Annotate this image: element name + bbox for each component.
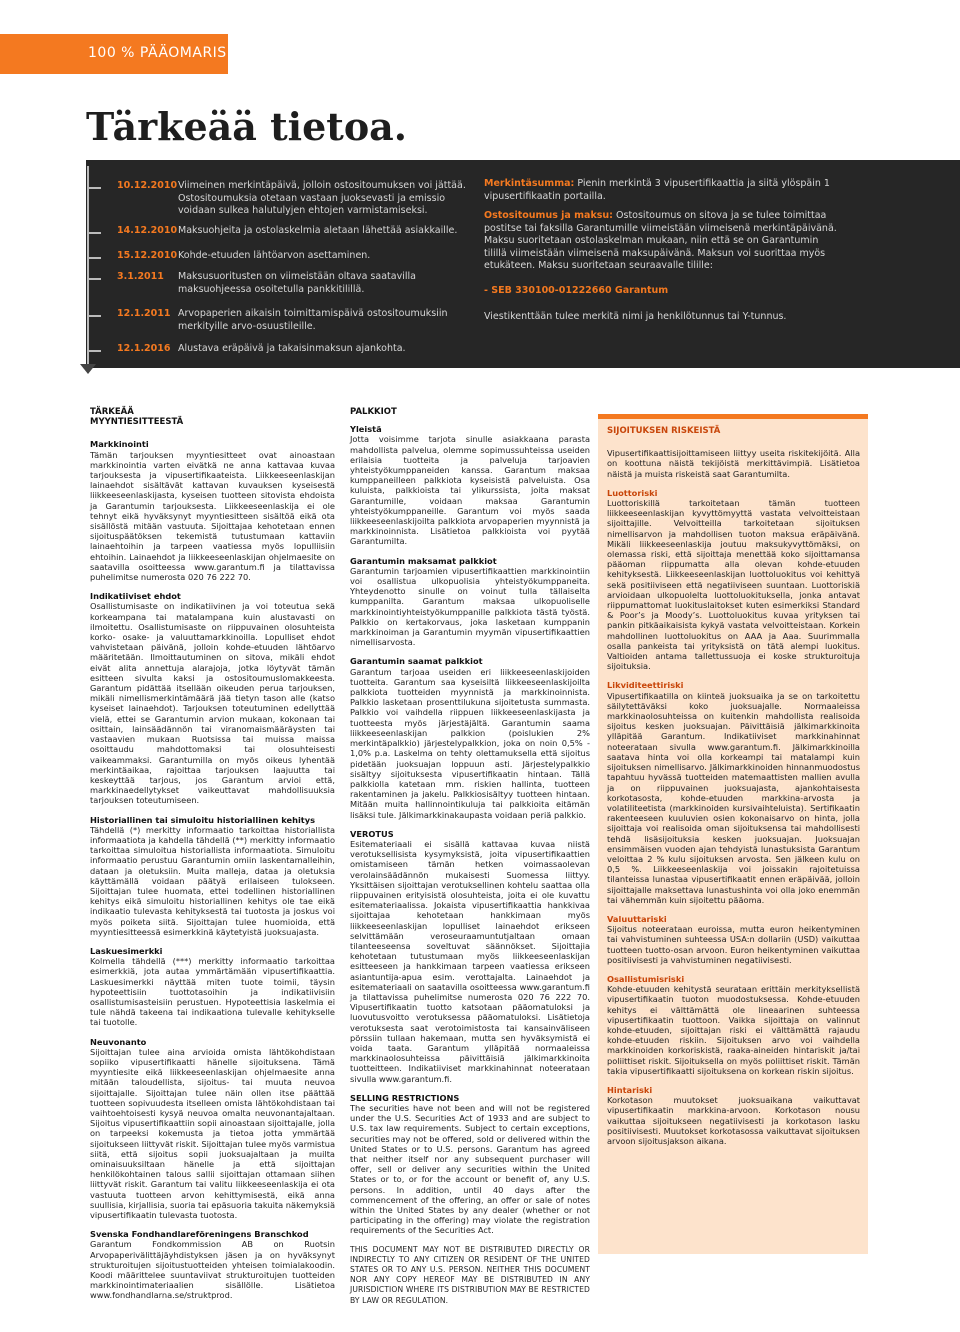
timeline-arrow-icon — [80, 364, 96, 374]
section-body: Osallistumisaste on indikatiivinen ja voi toteutua sekä korkeampana tai matalampana kuin alustavasti on ilmoitettu. Osallistumisaste on riippuvainen olosuhteista korko- osake- ja valuuttamarkkinoilla. Lopulliset ehdot vahvistetaan päivänä, jolloin kohde-etuuden lähtöarvo määritetään. Ilmoittautuminen on sitova, mikäli ehdot eivät alita annettuja alarajoja, jotka löytyvät tämän esitteen sivulta kaksi ja ostositoumuslomakkeesta. Garantum pidättää itsellään oikeuden perua tarjouksen, mikäli nimellismerkintämäärä jää tietyn tason alle (katso kyseiset lainaehdot). Tarjouksen toteutuminen edellyttää vielä, ettei se Garantumin arvion mukaan, kokonaan tai osittain, lainsäädännön tai viranomaismääräysten tai vastaavien mukaan Ruotsissa tai muissa maissa osoittaudu mahdottomaksi tai olosuhteisesti vaikeammaksi. Garantumilla on myös oikeus lyhentää merkintäaikaa, rajoittaa tarjouksen laajuutta tai keskeyttää tarjous, jos Garantum arvioi että, markkinaedellytykset vaikeuttavat mahdollisuuksia tarjouksen toteutumiseen. — [90, 601, 335, 806]
section-title: TÄRKEÄÄ MYYNTIESITTEESTÄ — [90, 407, 184, 428]
timeline-axis — [87, 166, 89, 366]
section-body: Vipusertifikaatilla on kiinteä juoksuaika ja se on tarkoitettu säilytettäväksi koko juoksuajalle. Normaaleissa markkinaolosuhteissa on kuitenkin mahdollista realisoida sijoitus kesken juoksuajan. Päivittäisiä jälkimarkkinoita ylläpitää Garantum. Indikatiiviset markkinahinnat noteerataan sivulla www.garantum.fi. Jälkimarkkinoilla saatava hinta voi olla korkeampi tai matalampi kuin sijoituksen nimellisarvo. Jälkimarkkinoiden hinnanmuodostus tapahtuu hyvässä tuotteiden matemaattisten mallien avulla ja on riippuvainen juoksuajasta, ajankohtaisesta korkotasosta, kohde-etuuden markkina-arvosta ja volatiliteetista (markkinoiden kursivaihteluista). Sertifikaatin rakenteeseen kuuluvien osien kokonaisarvo on hinta, jolla sijoittaja voi realisoida oman sijoituksensa tai mahdollisesti tehdä lisäsijoituksia kesken juoksuajan. Juoksuajan ensimmäisen vuoden ajan tehdyistä lunastuksista Garantum veloittaa 2 % kulu sijoituksen arvosta. Sen jälkeen kulu on 0,5 %. Liikkeeseenlaskija voi joissakin rajoitetuissa tilanteissa lunastaa vipusertifikaatit ennen eräpäivää, jolloin sijoittajalle maksettava lunastushinta voi olla joko enemmän tai vähemmän kuin sijoitettu pääoma. — [607, 690, 860, 905]
commitment-payment-text: Ostositoumus on sitova ja se tulee toimittaa postitse tai faksilla Garantumille viimeistään viimeisenä merkintäpäivänä. Maksu suoritetaan ostolaskelman mukaan, niin että se on Garantumin tilillä viimeistään viimeisenä maksupäivänä. Maksun voi suorittaa myös etukäteen. Maksu suoritetaan seuraavalle tilille: — [484, 210, 837, 271]
section-heading: Svenska Fondhandlareföreningens Branschkod — [90, 1229, 309, 1240]
timeline-date: 15.12.2010 — [117, 250, 178, 261]
timeline-tick — [87, 315, 101, 317]
timeline-date: 3.1.2011 — [117, 271, 164, 282]
section-heading: VEROTUS — [350, 828, 394, 839]
section-heading: Valuuttariski — [607, 913, 667, 924]
timeline-tick — [87, 257, 101, 259]
section-title: SIJOITUKSEN RISKEISTÄ — [607, 426, 721, 436]
risk-panel-stripe — [598, 414, 868, 419]
section-body: Garantum Fondkommission AB on Ruotsin Arvopaperivälittäjäyhdistyksen jäsen ja on hyväksynyt strukturoitujen sijoitustuotteiden yhteisen toimialakoodin. Koodi määrittelee suuntaviivat strukturoitujen tuotteiden markkinointimateriaalien sisällölle. Lisätietoa www.fondhandlarna.se/struktprod. — [90, 1239, 335, 1301]
section-body: Sijoitus noteerataan euroissa, mutta euron heikentyminen tai vahvistuminen suhteessa USA:n dollariin (USD) vaikuttaa tuotteen tuotto-osan arvoon. Euron heikentyminen vaikuttaa positiivisesti ja vahvistuminen negatiivisesti. — [607, 924, 860, 965]
section-body-caps: THIS DOCUMENT MAY NOT BE DISTRIBUTED DIRECTLY OR INDIRECTLY TO ANY CITIZEN OR RESIDENT OF THE UNITED STATES OR TO ANY U.S. PERSON. NEITHER THIS DOCUMENT NOR ANY COPY HEREOF MAY BE DISTRIBUTED IN ANY JURISDICTION WHERE ITS DISTRIBUTION MAY BE RESTRICTED BY LAW OR REGULATION. — [350, 1244, 590, 1305]
column-fees — [350, 407, 590, 1306]
section-title: PALKKIOT — [350, 407, 397, 417]
commitment-payment-label: Ostositoumus ja maksu: — [484, 210, 613, 221]
column-risks — [607, 426, 860, 1146]
timeline-text: Kohde-etuuden lähtöarvon asettaminen. — [178, 250, 371, 261]
min-subscription-label: Merkintäsumma: — [484, 178, 575, 189]
timeline-tick — [87, 278, 101, 280]
section-body: Garantumin tarjoamien vipusertifikaattien markkinointiin voi osallistua ulkopuolisia yhteistyökumppaneita. Yhteydenotto sinulle on voinut tulla tällaiselta kumppanilta. Garantum maksaa ulkopuoliselle markkinointiyhteistyökumppanille palkkiota tästä työstä. Palkkio on kertakorvaus, joka lasketaan kumppanin markkinoiman ja Garantumin myymän vipusertifikaattien nimellisarvosta. — [350, 565, 590, 648]
min-subscription-text: Pienin merkintä 3 vipusertifikaattia ja siitä ylöspäin 1 vipusertifikaatin portailla. — [484, 178, 830, 202]
section-body: Garantum tarjoaa useiden eri liikkeeseenlaskijoiden tuotteita. Garantum saa kyseisiltä liikkeeseenlaskijoilta palkkiota tuotteiden myynnistä ja markkinoinnista. Palkkio lasketaan prosenttilukuna sijoitetusta summasta. Palkkio voi vaihdella riippuen liikkeeseenlaskijasta ja tuotteesta myös järjestäjältä. Garantumin saama liikkeeseenlaskijan palkkion (poislukien 2% merkintäpalkkio) järjestelypalkkion, joka on noin 0,5% - 1,0% p.a. Laskelma on tehty olettamuksella että sijoitus pidetään juoksuajan loppuun asti. Järjestelypalkkio sisältyy sijoituksesta vipusertifikaatin hintaan. Tällä palkkiolla katetaan mm. riskien hallinta, tuotteen rakentaminen ja jakelu. Palkkiosisältyy tuotteen hintaan. Mitään muita hallinnointikuluja tai palkkioita eitämän lisäksi tule. Jälkimarkkinakaupasta voidaan periä palkkio. — [350, 666, 590, 820]
section-body: Sijoittajan tulee aina arvioida omista lähtökohdistaan sopiiko vipusertifikaatti hänelle sijoituksena. Tämä myyntiesite eikä liikkeeseenlaskijan ohjelmaesite anna mitään taloudellista, sijoitus- tai muuta neuvoa sijoittajalle. Sijoittajan tulee näin ollen itse päättää tuotteen sopivuudesta itselleen omista lähtökohdistaan tai vaihtoehtoisesti kysyä neuvoa omalta neuvonantajaltaan. Sijoitus vipusertifikaattiin sopii ainoastaan sijoittajalle, jolla on tarpeeksi kokemusta ja tietoa jotta ymmärtää sijoitukseen liittyvät riskit. Sijoittajan tulee myös varmistua siitä, että sijoitus sopii juoksuajaltaan ja muilta ominaisuuksiltaan hänelle ja että sijoittajan henkilökohtainen talous sallii sijoittajan ottamaan siihen liittyvät riskit. Garantum tai valitu liikkeeseenlaskija ei ota vastuuta tuotteen arvon kehittymisestä, eikä anna suullisia, kirjallisia, suoria tai epäsuoria takuita näkemyksiä vipusertifikaatin tulevasta tuotosta. — [90, 1046, 335, 1221]
risk-banner-label: 100 % PÄÄOMARISKI — [88, 45, 241, 61]
section-body: Tähdellä (*) merkitty informaatio tarkoittaa historiallista informaatiota ja kahdella tähdellä (**) merkitty informaatio tarkoittaa simuloitua historiallista informaatiota. Simuloitu informaatio perustuu Garantumin omiin laskentamalleihin, dataan ja oletuksiin. Muita malleja, dataa ja oletuksia käyttämällä voidaan päätyä erilaiseen tulokseen. Sijoittajan tulee huomata, ettei todellinen historiallinen kehitys eikä simuloitu historiallinen kehitys ole tae eikä indikaatio tulevasta kehityksestä tai tuotosta ja joskus voi myös poiketa siitä. Sijoittajan tulee huomioida, että myyntiesitteessä esimerkkinä käytetyistä juoksuajasta. — [90, 824, 335, 937]
timeline-tick — [87, 350, 101, 352]
section-body: The securities have not been and will not be registered under the U.S. Securities Act of 1933 and are subject to U.S. tax law requirements. Subject to certain exceptions, securities may not be offered, sold or delivered within the United States or to U.S. persons. Garantum has agreed that neither itself nor any subsequent purchaser will offer, sell or deliver any securities within the United States or to, or for the account or benefit of, any U.S. persons. In addition, until 40 days after the commencement of the offering, an offer or sale of notes within the United States by any dealer (whether or not participating in the offering) may violate the registration requirements of the Securities Act. — [350, 1103, 590, 1236]
section-heading: Hintariski — [607, 1084, 653, 1095]
timeline-text: Arvopaperien aikaisin toimittamispäivä ostositoumuksiin merkityille arvo-osuustileille. — [178, 308, 448, 332]
section-heading: Garantumin saamat palkkiot — [350, 656, 483, 667]
commitment-payment — [484, 210, 844, 273]
section-body: Tämän tarjouksen myyntiesitteet ovat ainoastaan markkinointia varten eivätkä ne anna kattavaa kuvaa tarjouksesta ja vipusertifikaateista. Liikkeeseenlaskijan lainaehdot sisältävät kattavan kuvauksen kyseisestä liikkeeseenlaskijasta, kyseisen tuotteen sitovista ehdoista ja Garantumin tarjouksesta. Liikkeeseenlaskija ei ole tehnyt eikä hyväksynyt myyntiesitteen sisältöä eikä ota sisällöstä mitään vastuuta. Sijoittajaa kehotetaan ennen sijoituspäätöksen tekemistä tutustumaan kattaviin lainaehtoihin ja tarpeen vaatiessa myös lopulliisiin ehtoihin. Lainaehdot ja liikkeeseenlaskijan ohjelmaesite on saatavilla osoitteessa www.garantum.fi ja tilattavissa puhelimitse numerosta 020 76 222 70. — [90, 449, 335, 583]
section-body: Kohde-etuuden kehitystä seurataan erittäin merkityksellistä vipusertifikaatin tuoton muodostuksessa. Kohde-etuuden kehitys ei välttämättä ole lineaarinen suhteessa vipusertifikaatin tuottoon. Vaikka sijoittaja on valinnut kohde-etuuden, sijoittajan riski ei välttämättä rajaudu kohde-etuuden riskiin. Sijoituksen arvo voi vaihdella markkinoiden korkoriskistä, raaka-aineiden hintariskit ja/tai poliittiset riskit. Sijoituksella on myös poliittiset riskit. Tämän takia vipusertifikaatti sijoituksena on korkean riskin sijoitus. — [607, 984, 860, 1076]
section-body: Luottoriskillä tarkoitetaan tämän tuotteen liikkeeseenlaskijan kyvyttömyyttä vastata velvoitteistaan sijoittajille. Velvoitteilla tarkoitetaan sijoituksen nimellisarvon ja mahdollisen tuoton maksua eräpäivänä. Mikäli liikkeeseenlaskija joutuu maksukyvyttömäksi, on olemassa riski, että sijoittaja menettää koko sijoittamansa pääoman riippumatta alla olevan kohde-etuuden kehityksestä. Liikkeeseenlaskijan luottoluokitus voi kehittyä sekä positiiviseen että negatiiviseen suuntaan. Luottoriskiä arvioidaan ulkopuolelta luottoluokituksella, jonka antavat riippumattomat luokituslaitokset kuten esimerkiksi Standard & Poor’s ja Moody’s. Luottoluokitus kuvaa yrityksen tai pankin pitkäaikaisista kykyä vastata velvoitteistaan. Korkein mahdollinen luottoluokitus on AAA ja Aaa. Suurimmalla osalla pankeista tai yrityksistä on tätä alempi luokitus. Valtioiden antama tallettussuoja ei koske strukturoituja sijoituksia. — [607, 498, 860, 672]
section-body: Vipusertifikaattisijoittamiseen liittyy useita riskitekijöitä. Alla on koottuna näistä tekijöistä merkittävimpiä. Lisätietoa näistä ja muista riskeistä saat Garantumilta. — [607, 448, 860, 479]
timeline-date: 12.1.2011 — [117, 308, 171, 319]
timeline-date: 14.12.2010 — [117, 225, 178, 236]
bank-account: - SEB 330100-01222660 Garantum — [484, 284, 669, 296]
risk-banner — [0, 34, 241, 74]
section-heading: Osallistumisriski — [607, 973, 685, 984]
section-body: Jotta voisimme tarjota sinulle asiakkaana parasta mahdollista palvelua, olemme sopimussuhteissa useiden erilaisia tuotteita ja palveluja tarjoavien yhteistyökumppaneiden kanssa. Garantum maksaa kumppaneilleen palkkiota kyseisistä palveluista. Osa kuluista, palkkioista tai ylikurssista, joita maksat Garantumille, voidaan maksaa Garantumin yhteistyökumppaneille. Garantum voi myös saada liikkeeseenlaskijoilta palkkiota arvopaperien myynnistä ja markkinoinnista. Lisätietoa palkkioista voi pyytää Garantumilta. — [350, 434, 590, 547]
min-subscription — [484, 178, 844, 203]
section-body: Esitemateriaali ei sisällä kattavaa kuvaa niistä verotuksellisista kysymyksistä, joita vipusertifikaattien omistamiseen tämän hetken voimassaolevan verolainsäädännön mukaisesti Suomessa liittyy. Yksittäisen sijoittajan verotuksellinen kohtelu saattaa olla riippuvainen erityisistä olosuhteista, joita ei ole kuvattu esitemateriaalissa. Jokaista vipusertifikaattia hankkivaa sijoittajaa kehotetaan hankkimaan myös liikkeeseenlaskijan lopulliset lainaehdot erikseen selvittämään veroseuraamuntutjaltaan omaan tilanteeseensa soveltuvat säännökset. Sijoittajia kehotetaan tutustumaan myös liikkeeseenlaskijan esitteeseen ja hankkimaan tarpeen vaatiessa erikseen asiantuntija-apua esim. verottajalta. Lainaehdot ja esitemateriaali on saatavilla osoitteessa www.garantum.fi ja tilattavissa puhelimitse numerosta 020 76 222 70. Vipusertifikaatin tuotto katsotaan pääomatuloksi ja luovutusvoitto verotuksessa pääomatuloksi. Lisätietoja verotuksesta saat verotoimistosta tai kansainväliseen pörssiin tullaan hakemaan, mutta sen hyväksymistä ei voida taata. Garantum ylläpitää normaaleissa markkinaolosuhteissa päivittäisiä jälkimarkkinoita tuotteitteen. Indikatiiviset markkinahinnat noteerataan sivulla www.garantum.fi. — [350, 838, 590, 1084]
section-body: Korkotason muutokset juoksuaikana vaikuttavat vipusertifikaatin markkina-arvoon. Korkotason nousu vaikuttaa sijoitukseen negatiivisesti ja korkotason lasku positiivisesti. Muutokset korkotasossa vaikuttavat sijoituksen arvoon sijoitusjakson aikana. — [607, 1095, 860, 1146]
section-heading: Indikatiiviset ehdot — [90, 591, 181, 602]
timeline-tick — [87, 232, 101, 234]
section-heading: Yleistä — [350, 424, 382, 435]
timeline-date: 10.12.2010 — [117, 180, 178, 191]
timeline-text: Maksuohjeita ja ostolaskelmia aletaan lähettää asiakkaille. — [178, 225, 458, 236]
timeline-date: 12.1.2016 — [117, 343, 171, 354]
timeline-text: Maksusuoritusten on viimeistään oltava saatavilla maksuohjeessa osoitetulla pankkitilillä. — [178, 271, 416, 295]
section-heading: Garantumin maksamat palkkiot — [350, 555, 497, 566]
section-heading: Markkinointi — [90, 439, 149, 450]
section-heading: Historiallinen tai simuloitu historiallinen kehitys — [90, 814, 316, 825]
section-heading: Neuvonanto — [90, 1036, 147, 1047]
subscription-info — [484, 178, 844, 331]
section-heading: Luottoriski — [607, 487, 658, 498]
section-heading: Likviditeettiriski — [607, 680, 684, 691]
section-heading: SELLING RESTRICTIONS — [350, 1092, 460, 1103]
timeline-tick — [87, 187, 101, 189]
reference-note: Viestikenttään tulee merkitä nimi ja henkilötunnus tai Y-tunnus. — [484, 311, 787, 322]
column-prospectus — [90, 407, 335, 1301]
page-title: Tärkeää tietoa. — [86, 104, 408, 149]
section-heading: Laskuesimerkki — [90, 945, 163, 956]
timeline-text: Viimeinen merkintäpäivä, jolloin ostositoumuksen voi jättää. Ostositoumuksia otetaan vastaan juoksevasti ja emissio voidaan sulkea halutulyjen ehtojen varmistamiseksi. — [178, 180, 466, 216]
section-body: Kolmella tähdellä (***) merkitty informaatio tarkoittaa esimerkkiä, jota autaa ymmärtämään vipusertifikaattia. Laskuesimerkki näyttää miten tuote toimii, täysin hypoteettisiin tuottotasoihin ja indikatiivisiin osallistumisasteisiin perustuen. Hypoteettisia laskelmia ei tule nähdä takeena tai indikaationa tulevalle kehitykselle tai tuotolle. — [90, 956, 335, 1028]
timeline-text: Alustava eräpäivä ja takaisinmaksun ajankohta. — [178, 343, 406, 354]
